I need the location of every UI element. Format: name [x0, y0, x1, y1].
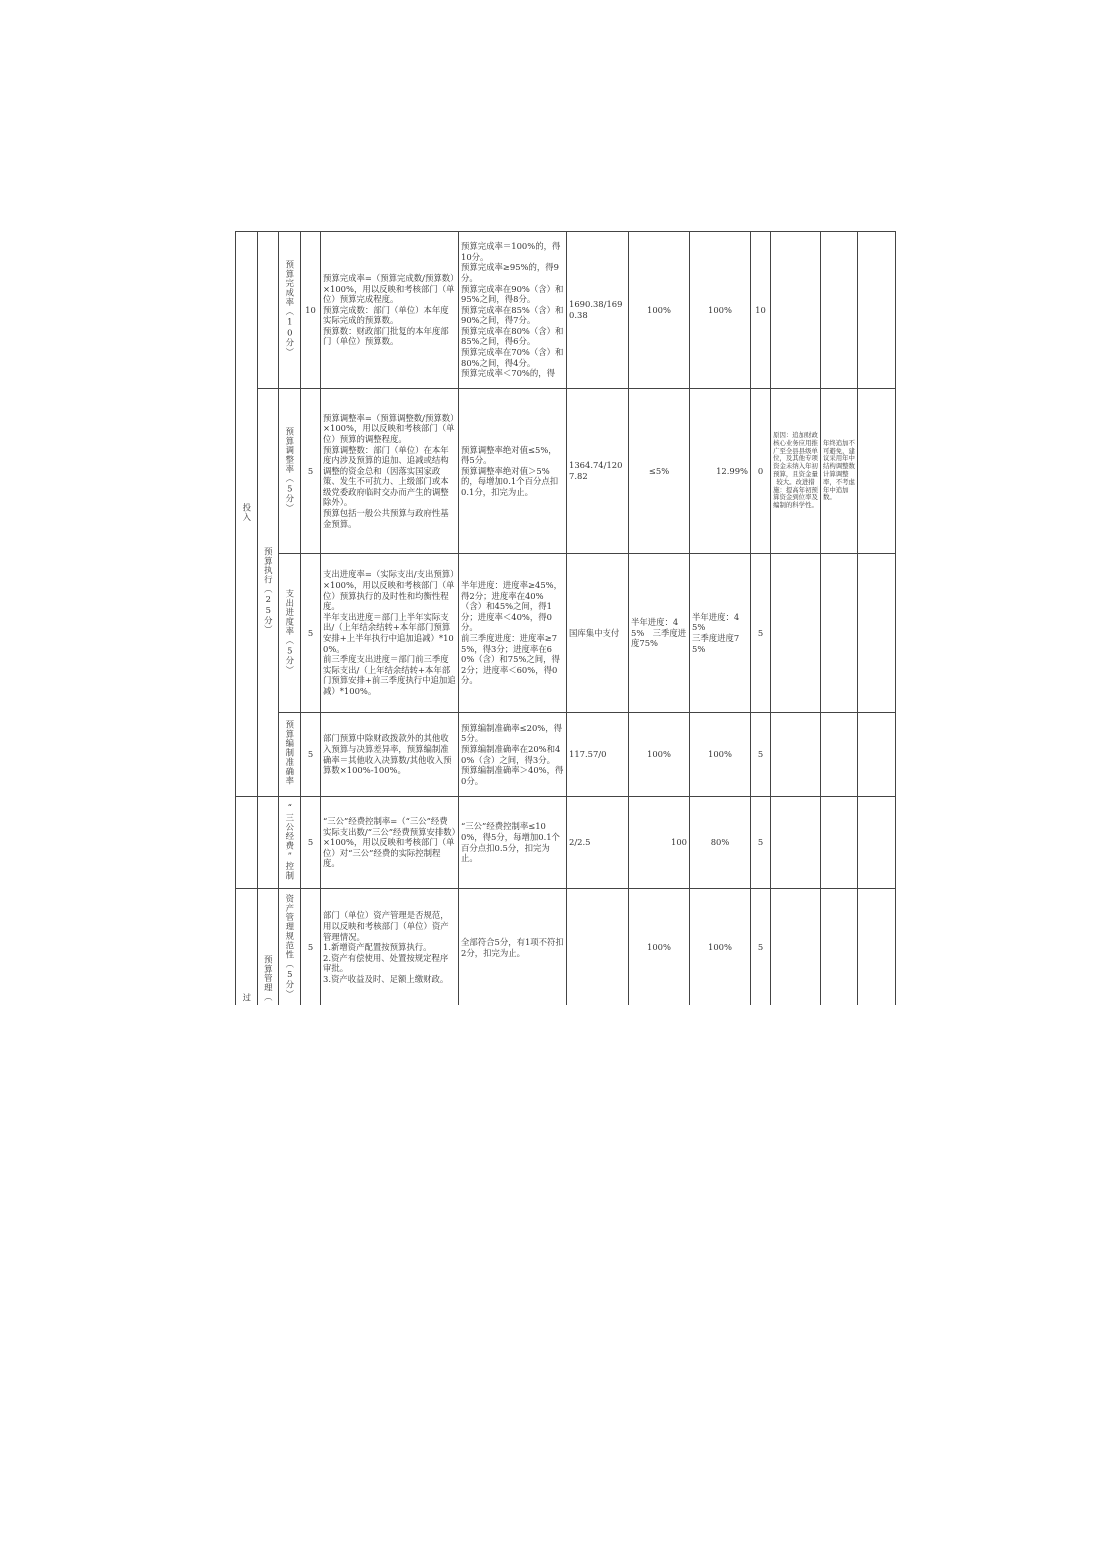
data-cell: 国库集中支付: [567, 554, 629, 713]
weight-cell: 5: [301, 713, 321, 797]
description-cell: 支出进度率=（实际支出/支出预算）×100%，用以反映和考核部门（单位）预算执行的及时性和均衡性程度。 半年支出进度＝部门上半年实际支出/（上年结余结转+本年部门预算安排+上半年执行中追加追减）*100%。 前三季度支出进度＝部门前三季度实际支出/（上年结余结转+本年部门预算安排+前三季度执行中追加追减）*100%。: [321, 554, 459, 713]
category-cell-empty: [236, 797, 258, 889]
description-cell: 预算调整率=（预算调整数/预算数）×100%，用以反映和考核部门（单位）预算的调整程度。 预算调整数：部门（单位）在本年度内涉及预算的追加、追减或结构调整的资金总和（因落实国家政策、发生不可抗力、上级部门或本级党委政府临时交办而产生的调整除外）。 预算包括一般公共预算与政府性基金预算。: [321, 389, 459, 554]
remark-cell: [858, 713, 896, 797]
weight-cell: 5: [301, 889, 321, 1007]
weight-cell: 5: [301, 389, 321, 554]
description-cell: 预算完成率=（预算完成数/预算数）×100%，用以反映和考核部门（单位）预算完成程度。 预算完成数：部门（单位）本年度实际完成的预算数。 预算数：财政部门批复的本年度部门（单位）预算数。: [321, 232, 459, 389]
standard-cell: “三公”经费控制率≤100%，得5分，每增加0.1个百分点扣0.5分，扣完为止。: [459, 797, 567, 889]
remark-cell: [858, 889, 896, 1007]
score-cell: 10: [751, 232, 771, 389]
reason-cell: [771, 713, 821, 797]
category-cell-process: 过: [236, 889, 258, 1007]
remark-cell: [858, 232, 896, 389]
advice-cell: [821, 889, 858, 1007]
target-cell: 100%: [629, 713, 690, 797]
reason-cell: 原因：追加财政核心业务应用推广至全县县级单位，及其他专项资金未纳入年初预算，且资金量较大。改进措施：提高年初预算资金到位率及编制的科学性。: [771, 389, 821, 554]
remark-cell: [858, 389, 896, 554]
standard-cell: 预算完成率＝100%的，得10分。 预算完成率≥95%的，得9分。 预算完成率在90%（含）和95%之间，得8分。 预算完成率在85%（含）和90%之间，得7分。 预算完成率在80%（含）和85%之间，得6分。 预算完成率在70%（含）和80%之间，得4分。 预算完成率＜70%的，得: [459, 232, 567, 389]
weight-cell: 5: [301, 554, 321, 713]
subgroup-cell-budget-execution: 预算执行（25分）: [258, 389, 279, 797]
description-cell: 部门（单位）资产管理是否规范，用以反映和考核部门（单位）资产管理情况。 1.新增资产配置按预算执行。 2.资产有偿使用、处置按规定程序审批。 3.资产收益及时、足额上缴财政。: [321, 889, 459, 1007]
data-cell: 1364.74/1207.82: [567, 389, 629, 554]
table-row: [236, 554, 896, 713]
actual-cell: 100%: [690, 889, 751, 1007]
standard-cell: 预算编制准确率≤20%，得5分。 预算编制准确率在20%和40%（含）之间，得3分。 预算编制准确率＞40%，得0分。: [459, 713, 567, 797]
standard-cell: 半年进度：进度率≥45%，得2分；进度率在40%（含）和45%之间，得1分；进度率＜40%，得0分。 前三季度进度：进度率≥75%，得3分；进度率在60%（含）和75%之间，得2分；进度率＜60%，得0分。: [459, 554, 567, 713]
advice-cell: 年终追加不可避免，建议采用年中结构调整数计算调整率，不考虑年中追加数。: [821, 389, 858, 554]
indicator-cell: 预算完成率（10分）: [279, 232, 301, 389]
advice-cell: [821, 232, 858, 389]
indicator-cell: 预算编制准确率: [279, 713, 301, 797]
target-cell: ≤5%: [629, 389, 690, 554]
subgroup-cell-budget-management: 预算管理（: [258, 889, 279, 1007]
page-blank-area: [0, 1005, 1102, 1565]
data-cell: 117.57/0: [567, 713, 629, 797]
data-cell: 1690.38/1690.38: [567, 232, 629, 389]
indicator-cell: 预算调整率（5分）: [279, 389, 301, 554]
table-row: [236, 713, 896, 797]
standard-cell: 全部符合5分，有1项不符扣2分，扣完为止。: [459, 889, 567, 1007]
reason-cell: [771, 554, 821, 713]
target-cell: 半年进度：45% 三季度进度75%: [629, 554, 690, 713]
score-cell: 5: [751, 713, 771, 797]
advice-cell: [821, 713, 858, 797]
table-row: [236, 797, 896, 889]
advice-cell: [821, 554, 858, 713]
indicator-cell: “三公经费”控制: [279, 797, 301, 889]
actual-cell: 半年进度：45% 三季度进度75%: [690, 554, 751, 713]
subgroup-cell-empty: [258, 232, 279, 389]
score-cell: 0: [751, 389, 771, 554]
indicator-cell: 支出进度率（5分）: [279, 554, 301, 713]
actual-cell: 12.99%: [690, 389, 751, 554]
table-row: [236, 889, 896, 1007]
reason-cell: [771, 889, 821, 1007]
standard-cell: 预算调整率绝对值≤5%，得5分。 预算调整率绝对值＞5%的，每增加0.1个百分点扣0.1分，扣完为止。: [459, 389, 567, 554]
actual-cell: 80%: [690, 797, 751, 889]
table-row: [236, 232, 896, 389]
description-cell: “三公”经费控制率=（“三公”经费实际支出数/“三公”经费预算安排数）×100%，用以反映和考核部门（单位）对“三公”经费的实际控制程度。: [321, 797, 459, 889]
data-cell: 2/2.5: [567, 797, 629, 889]
category-cell-input: 投入: [236, 232, 258, 797]
advice-cell: [821, 797, 858, 889]
actual-cell: 100%: [690, 713, 751, 797]
description-cell: 部门预算中除财政拨款外的其他收入预算与决算差异率，预算编制准确率＝其他收入决算数/其他收入预算数×100%-100%。: [321, 713, 459, 797]
score-cell: 5: [751, 889, 771, 1007]
remark-cell: [858, 554, 896, 713]
indicator-cell: 资产管理规范性（5分）: [279, 889, 301, 1007]
weight-cell: 10: [301, 232, 321, 389]
target-cell: 100%: [629, 232, 690, 389]
target-cell: 100: [629, 797, 690, 889]
table-row: [236, 389, 896, 554]
reason-cell: [771, 797, 821, 889]
reason-cell: [771, 232, 821, 389]
score-cell: 5: [751, 554, 771, 713]
performance-evaluation-table: [235, 231, 896, 1007]
data-cell: [567, 889, 629, 1007]
subgroup-cell-empty: [258, 797, 279, 889]
actual-cell: 100%: [690, 232, 751, 389]
target-cell: 100%: [629, 889, 690, 1007]
score-cell: 5: [751, 797, 771, 889]
remark-cell: [858, 797, 896, 889]
weight-cell: 5: [301, 797, 321, 889]
